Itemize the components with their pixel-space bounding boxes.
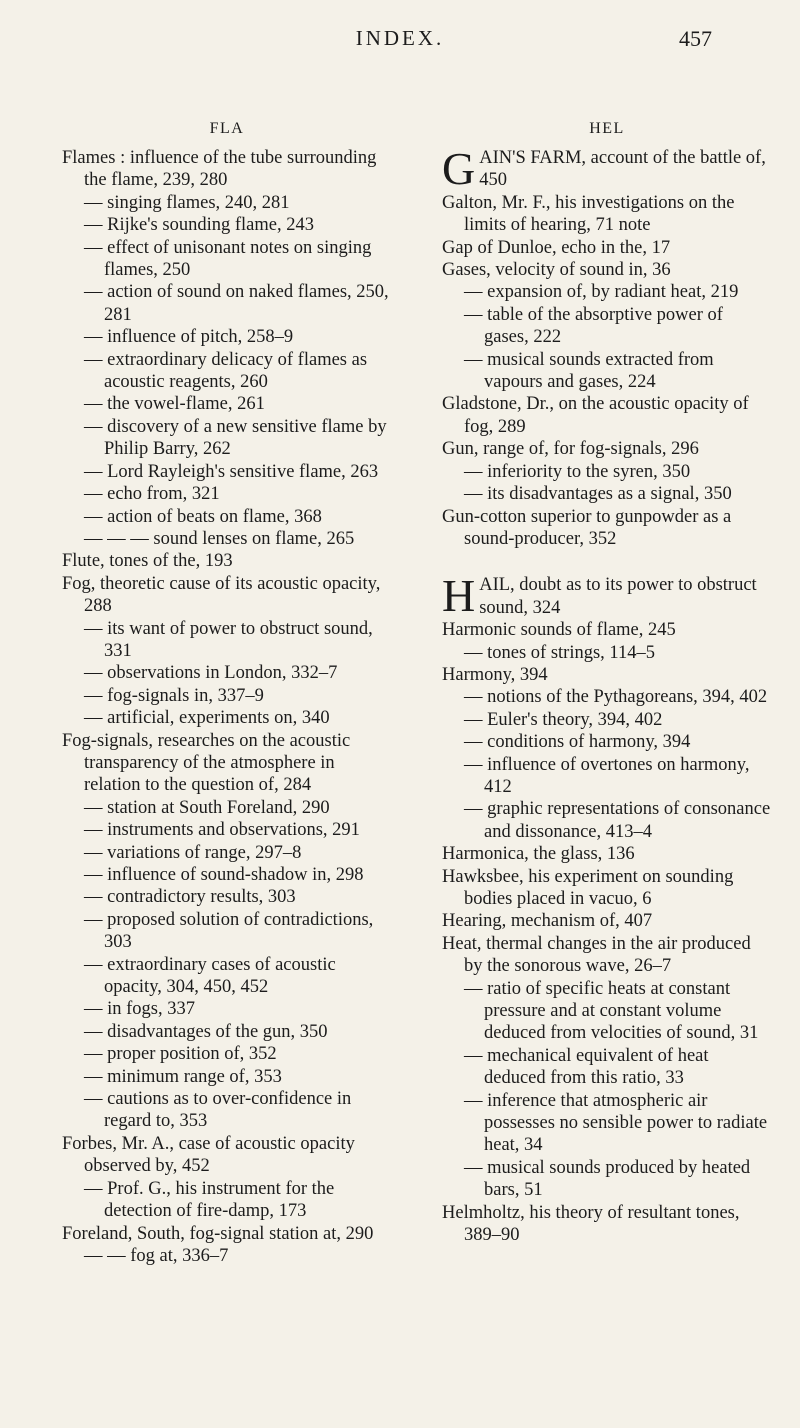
- index-entry: — instruments and observations, 291: [84, 820, 360, 841]
- index-entry: Flute, tones of the, 193: [62, 551, 233, 572]
- index-entry: — inferiority to the syren, 350: [464, 461, 691, 482]
- index-entry: — tones of strings, 114–5: [464, 642, 655, 663]
- index-entry: — mechanical equivalent of heat deduced from this ratio, 33: [464, 1045, 709, 1089]
- index-entry: Forbes, Mr. A., case of acoustic opacity observed by, 452: [62, 1133, 355, 1177]
- index-entry: — influence of sound-shadow in, 298: [84, 865, 364, 885]
- index-entry: Gap of Dunloe, echo in the, 17: [442, 237, 671, 258]
- page-number: 457: [679, 26, 712, 51]
- index-entry: Hawksbee, his experiment on sounding bodies placed in vacuo, 6: [442, 866, 734, 909]
- index-entry: Foreland, South, fog-signal station at, 290: [62, 1223, 374, 1244]
- index-entry: — extraordinary delicacy of flames as acoustic reagents, 260: [84, 349, 368, 393]
- index-entry: Flames : influence of the tube surrounding the flame, 239, 280: [62, 148, 377, 191]
- index-entry: Gladstone, Dr., on the acoustic opacity of fog, 289: [442, 394, 749, 437]
- index-entry: [442, 570, 772, 622]
- column-head-left: FLA: [209, 120, 245, 137]
- index-entry: Gun-cotton superior to gunpowder as a sound-producer, 352: [442, 506, 732, 549]
- index-entry: — table of the absorptive power of gases, 222: [464, 304, 723, 348]
- index-entry: — observations in London, 332–7: [84, 663, 338, 684]
- index-entry: — Euler's theory, 394, 402: [464, 709, 663, 730]
- index-entry: — echo from, 321: [84, 484, 220, 505]
- left-entries: [62, 147, 392, 1267]
- index-entry: — notions of the Pythagoreans, 394, 402: [464, 687, 768, 708]
- index-entry: — proposed solution of contradictions, 303: [84, 909, 374, 953]
- index-entry: — expansion of, by radiant heat, 219: [464, 282, 739, 303]
- index-entry: — the vowel-flame, 261: [84, 394, 265, 415]
- index-entry-text: AIN'S FARM, account of the battle of, 450: [479, 148, 766, 191]
- index-entry: Heat, thermal changes in the air produced by the sonorous wave, 26–7: [442, 933, 751, 977]
- index-entry: — artificial, experiments on, 340: [84, 708, 330, 729]
- index-entry: — Lord Rayleigh's sensitive flame, 263: [84, 461, 379, 482]
- column-head-right: HEL: [589, 120, 625, 137]
- index-entry: — — — sound lenses on flame, 265: [84, 528, 355, 549]
- section-gap: [442, 550, 772, 574]
- index-entry: — station at South Foreland, 290: [84, 797, 330, 818]
- index-entry: Harmonica, the glass, 136: [442, 844, 635, 865]
- left-column: [62, 118, 392, 1267]
- index-entry: — contradictory results, 303: [84, 887, 296, 908]
- index-entry-text: AIL, doubt as to its power to obstruct sound, 324: [479, 575, 757, 618]
- index-entry: — cautions as to over-confidence in regard to, 353: [84, 1089, 352, 1132]
- index-entry: — effect of unisonant notes on singing flames, 250: [84, 237, 372, 281]
- index-entry: — its disadvantages as a signal, 350: [464, 484, 732, 505]
- drop-cap: H: [442, 570, 476, 622]
- index-entry: — musical sounds produced by heated bars, 51: [464, 1157, 751, 1201]
- index-entry: — musical sounds extracted from vapours and gases, 224: [464, 349, 714, 393]
- index-entry: Fog-signals, researches on the acoustic transparency of the atmosphere in relation to the question of, 284: [62, 730, 351, 796]
- index-entry: — its want of power to obstruct sound, 331: [84, 618, 373, 661]
- index-entry: — fog-signals in, 337–9: [84, 685, 264, 706]
- index-entry: Helmholtz, his theory of resultant tones, 389–90: [442, 1202, 740, 1246]
- drop-cap: G: [442, 143, 476, 194]
- index-entry: — Prof. G., his instrument for the detection of fire-damp, 173: [84, 1178, 335, 1222]
- index-entry: Galton, Mr. F., his investigations on the limits of hearing, 71 note: [442, 192, 735, 236]
- index-entry: — influence of overtones on harmony, 412: [464, 754, 750, 797]
- index-entry: — in fogs, 337: [84, 999, 195, 1020]
- index-entry: — ratio of specific heats at constant pressure and at constant volume deduced from velocities of sound, 31: [464, 978, 759, 1044]
- index-entry: Harmony, 394: [442, 664, 548, 685]
- right-entries: [442, 143, 772, 1247]
- index-entry: — discovery of a new sensitive flame by Philip Barry, 262: [84, 416, 387, 460]
- index-entry: — action of beats on flame, 368: [84, 506, 322, 527]
- index-entry: Hearing, mechanism of, 407: [442, 911, 653, 932]
- index-entry: — proper position of, 352: [84, 1044, 277, 1065]
- right-column: [442, 118, 772, 1247]
- running-title: INDEX.: [355, 26, 445, 50]
- index-entry: [442, 143, 772, 194]
- index-entry: Fog, theoretic cause of its acoustic opacity, 288: [62, 573, 381, 617]
- index-entry: — action of sound on naked flames, 250, 281: [84, 282, 389, 325]
- index-entry: — disadvantages of the gun, 350: [84, 1021, 328, 1042]
- index-entry: — minimum range of, 353: [84, 1066, 282, 1087]
- index-entry: — influence of pitch, 258–9: [84, 327, 294, 348]
- index-entry: — graphic representations of consonance and dissonance, 413–4: [464, 799, 771, 842]
- index-entry: — Rijke's sounding flame, 243: [84, 215, 314, 236]
- index-entry: — variations of range, 297–8: [84, 842, 302, 863]
- index-entry: — — fog at, 336–7: [84, 1245, 229, 1266]
- index-entry: — singing flames, 240, 281: [84, 192, 290, 213]
- index-entry: Gun, range of, for fog-signals, 296: [442, 439, 699, 460]
- running-head: [0, 26, 800, 66]
- index-entry: — extraordinary cases of acoustic opacity, 304, 450, 452: [84, 954, 336, 998]
- index-entry: — conditions of harmony, 394: [464, 732, 691, 753]
- index-entry: Gases, velocity of sound in, 36: [442, 260, 671, 281]
- index-entry: Harmonic sounds of flame, 245: [442, 620, 676, 641]
- index-entry: — inference that atmospheric air possesses no sensible power to radiate heat, 34: [464, 1090, 768, 1156]
